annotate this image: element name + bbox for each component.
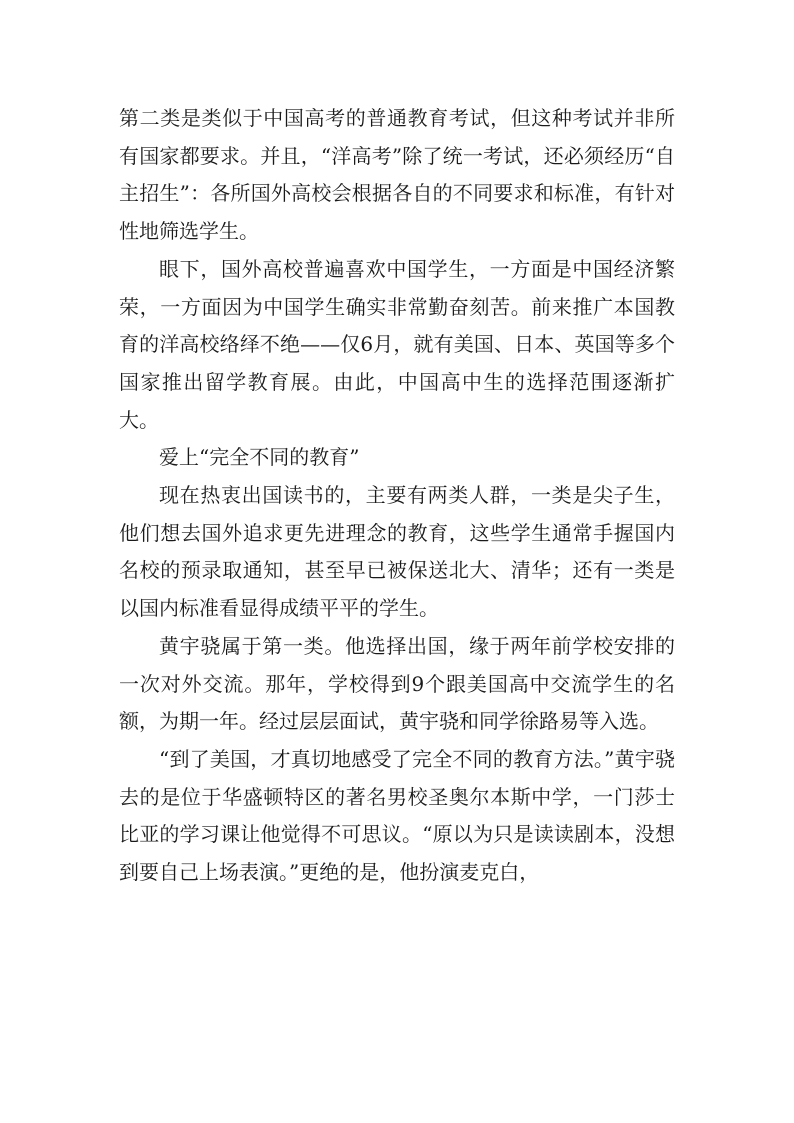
paragraph-foreign-universities: 眼下，国外高校普遍喜欢中国学生，一方面是中国经济繁荣，一方面因为中国学生确实非常勤奋刻苦。前来推广本国教育的洋高校络绎不绝——仅6月，就有美国、日本、英国等多个国家推出留学教育展。由此，中国高中生的选择范围逐渐扩大。 <box>119 256 675 432</box>
section-heading: 爱上“完全不同的教育” <box>159 445 360 470</box>
document-body <box>119 100 675 892</box>
paragraph-huang-yuxiao: 黄宇骁属于第一类。他选择出国，缘于两年前学校安排的一次对外交流。那年，学校得到9个跟美国高中交流学生的名额，为期一年。经过层层面试，黄宇骁和同学徐路易等入选。 <box>119 633 675 734</box>
paragraph-two-groups: 现在热衷出国读书的，主要有两类人群，一类是尖子生，他们想去国外追求更先进理念的教育，这些学生通常手握国内名校的预录取通知，甚至早已被保送北大、清华；还有一类是以国内标准看显得成绩平平的学生。 <box>119 483 675 621</box>
paragraph-america-experience: “到了美国，才真切地感受了完全不同的教育方法。”黄宇骁去的是位于华盛顿特区的著名男校圣奥尔本斯中学，一门莎士比亚的学习课让他觉得不可思议。“原以为只是读读剧本，没想到要自己上场表演。”更绝的是，他扮演麦克白， <box>119 746 675 885</box>
paragraph-exam-type: 第二类是类似于中国高考的普通教育考试，但这种考试并非所有国家都要求。并且，“洋高考”除了统一考试，还必须经历“自主招生”：各所国外高校会根据各自的不同要求和标准，有针对性地筛选学生。 <box>119 106 675 244</box>
